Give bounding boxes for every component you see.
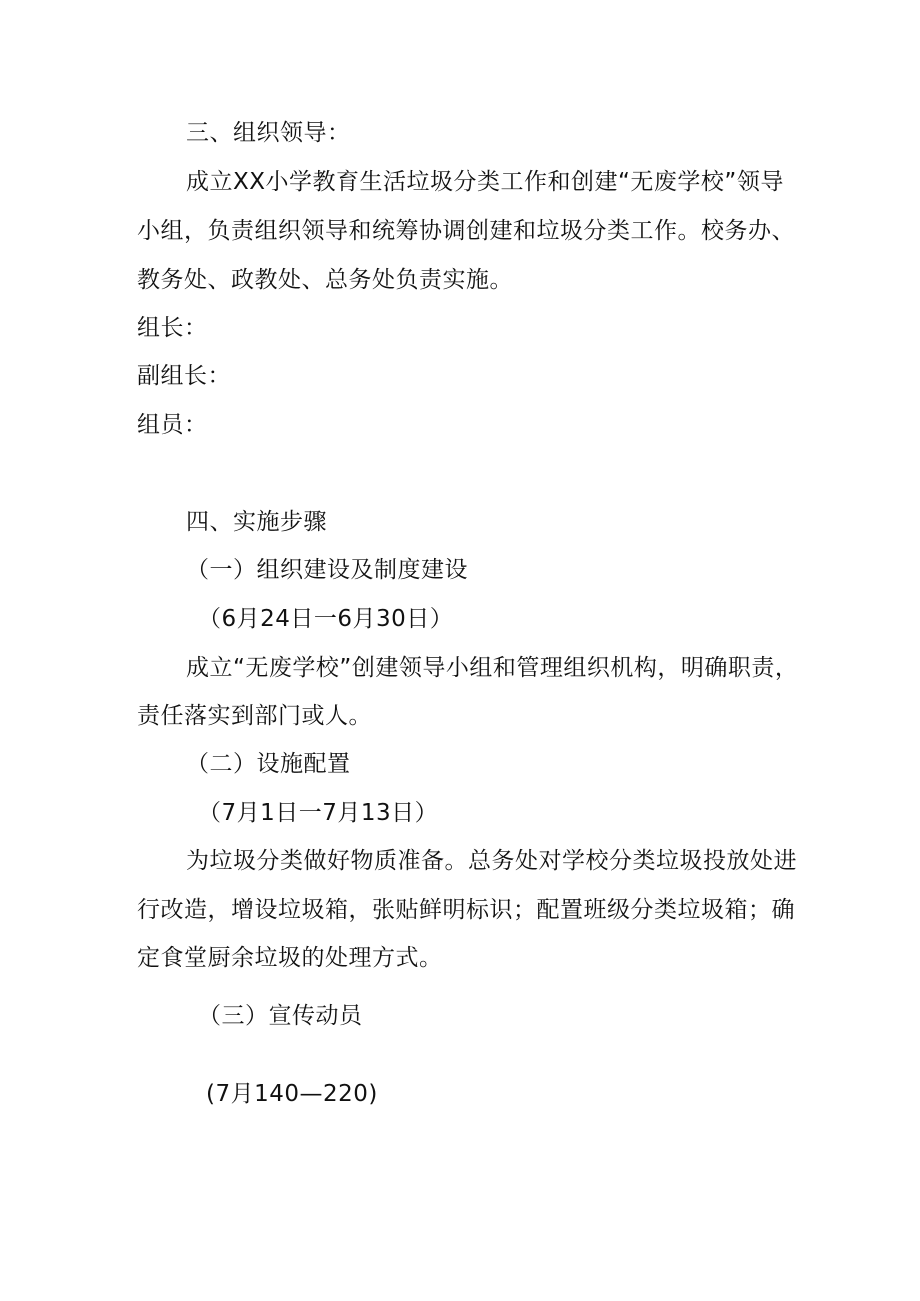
- section-3-paragraph-line-3: 教务处、政教处、总务处负责实施。: [137, 267, 513, 293]
- step-1-title: （一）组织建设及制度建设: [186, 557, 468, 583]
- step-3-period: (7月140—220): [206, 1081, 378, 1107]
- section-3-paragraph-line-2: 小组，负责组织领导和统筹协调创建和垃圾分类工作。校务办、: [137, 218, 795, 244]
- step-3-title: （三）宣传动员: [198, 1003, 363, 1029]
- section-4-heading: 四、实施步骤: [186, 509, 327, 535]
- step-1-period: （6月24日一6月30日）: [198, 606, 454, 632]
- leader-label: 组长：: [137, 315, 208, 341]
- step-1-paragraph-line-2: 责任落实到部门或人。: [137, 703, 372, 729]
- step-2-title: （二）设施配置: [186, 751, 351, 777]
- step-2-paragraph-line-2: 行改造，增设垃圾箱，张贴鲜明标识；配置班级分类垃圾箱；确: [137, 897, 795, 923]
- section-3-paragraph-line-1: 成立XX小学教育生活垃圾分类工作和创建“无废学校”领导: [186, 169, 784, 195]
- step-2-paragraph-line-1: 为垃圾分类做好物质准备。总务处对学校分类垃圾投放处进: [186, 848, 797, 874]
- members-label: 组员：: [137, 412, 208, 438]
- step-2-paragraph-line-3: 定食堂厨余垃圾的处理方式。: [137, 945, 443, 971]
- section-3-heading: 三、组织领导：: [186, 120, 351, 146]
- step-1-paragraph-line-1: 成立“无废学校”创建领导小组和管理组织机构，明确职责，: [186, 655, 799, 681]
- step-2-period: （7月1日一7月13日）: [198, 800, 439, 826]
- deputy-leader-label: 副组长：: [137, 363, 231, 389]
